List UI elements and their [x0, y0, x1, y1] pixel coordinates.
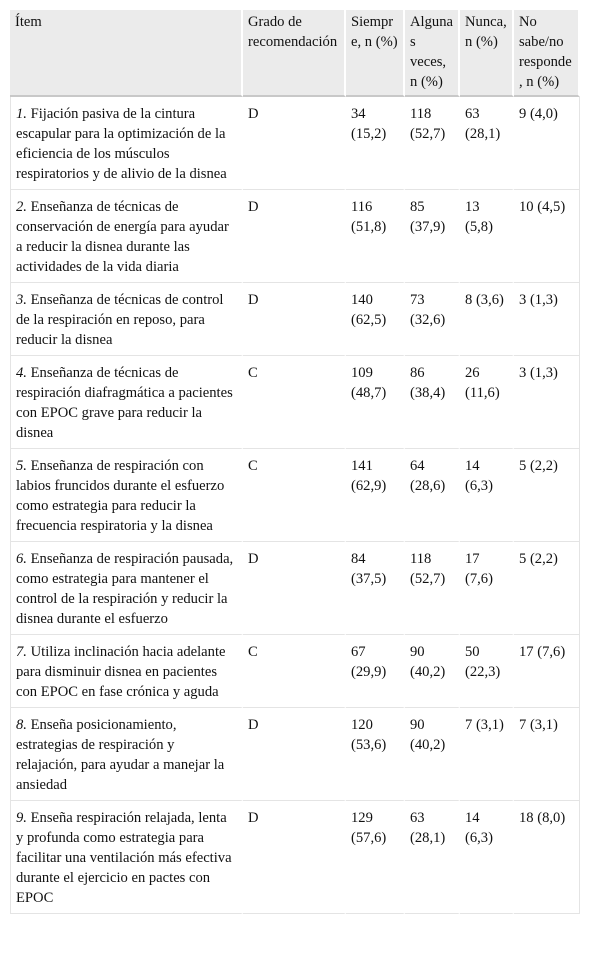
item-cell	[10, 190, 243, 283]
nunca-cell: 14 (6,3)	[460, 801, 514, 914]
item-cell	[10, 635, 243, 708]
item-cell	[10, 542, 243, 635]
header-no-sabe: No sabe/no responde, n (%)	[514, 10, 580, 97]
table-row	[10, 97, 580, 190]
no-sabe-cell: 7 (3,1)	[514, 708, 580, 801]
grade-cell: D	[243, 542, 346, 635]
header-grade: Grado de recomendación	[243, 10, 346, 97]
item-number: 3.	[16, 292, 27, 308]
item-number: 1.	[16, 106, 27, 122]
item-cell	[10, 449, 243, 542]
table-body	[10, 97, 580, 914]
siempre-cell: 140 (62,5)	[346, 283, 405, 356]
table-container	[10, 10, 580, 914]
no-sabe-cell: 5 (2,2)	[514, 542, 580, 635]
item-text: Enseñanza de técnicas de control de la respiración en reposo, para reducir la disnea	[16, 292, 224, 348]
grade-cell: D	[243, 708, 346, 801]
header-nunca: Nunca, n (%)	[460, 10, 514, 97]
table-row	[10, 635, 580, 708]
algunas-veces-cell: 118 (52,7)	[405, 542, 460, 635]
grade-cell: D	[243, 801, 346, 914]
item-text: Enseñanza de técnicas de conservación de energía para ayudar a reducir la disnea durante las actividades de la vida diaria	[16, 199, 229, 275]
header-siempre: Siempre, n (%)	[346, 10, 405, 97]
siempre-cell: 120 (53,6)	[346, 708, 405, 801]
nunca-cell: 14 (6,3)	[460, 449, 514, 542]
grade-cell: D	[243, 283, 346, 356]
item-number: 5.	[16, 458, 27, 474]
table-row	[10, 356, 580, 449]
table-header	[10, 10, 580, 97]
item-cell	[10, 97, 243, 190]
nunca-cell: 63 (28,1)	[460, 97, 514, 190]
algunas-veces-cell: 63 (28,1)	[405, 801, 460, 914]
algunas-veces-cell: 64 (28,6)	[405, 449, 460, 542]
item-number: 4.	[16, 365, 27, 381]
item-text: Enseña respiración relajada, lenta y profunda como estrategia para facilitar una ventilación más efectiva durante el ejercicio en pactes con EPOC	[16, 810, 232, 906]
table-row	[10, 708, 580, 801]
nunca-cell: 26 (11,6)	[460, 356, 514, 449]
header-algunas-veces: Algunas veces, n (%)	[405, 10, 460, 97]
siempre-cell: 141 (62,9)	[346, 449, 405, 542]
grade-cell: D	[243, 190, 346, 283]
no-sabe-cell: 5 (2,2)	[514, 449, 580, 542]
algunas-veces-cell: 90 (40,2)	[405, 708, 460, 801]
siempre-cell: 129 (57,6)	[346, 801, 405, 914]
no-sabe-cell: 9 (4,0)	[514, 97, 580, 190]
item-text: Enseñanza de respiración con labios fruncidos durante el esfuerzo como estrategia para reducir la frecuencia respiratoria y la disnea	[16, 458, 225, 534]
grade-cell: C	[243, 449, 346, 542]
no-sabe-cell: 3 (1,3)	[514, 356, 580, 449]
nunca-cell: 17 (7,6)	[460, 542, 514, 635]
nunca-cell: 50 (22,3)	[460, 635, 514, 708]
table-row	[10, 542, 580, 635]
no-sabe-cell: 17 (7,6)	[514, 635, 580, 708]
item-number: 7.	[16, 644, 27, 660]
algunas-veces-cell: 118 (52,7)	[405, 97, 460, 190]
table-row	[10, 801, 580, 914]
siempre-cell: 84 (37,5)	[346, 542, 405, 635]
recommendation-table	[10, 10, 580, 914]
item-number: 8.	[16, 717, 27, 733]
nunca-cell: 13 (5,8)	[460, 190, 514, 283]
table-row	[10, 283, 580, 356]
siempre-cell: 67 (29,9)	[346, 635, 405, 708]
algunas-veces-cell: 86 (38,4)	[405, 356, 460, 449]
item-number: 9.	[16, 810, 27, 826]
algunas-veces-cell: 73 (32,6)	[405, 283, 460, 356]
item-text: Fijación pasiva de la cintura escapular para la optimización de la eficiencia de los músculos respiratorios y de alivio de la disnea	[16, 106, 227, 182]
nunca-cell: 7 (3,1)	[460, 708, 514, 801]
table-row	[10, 449, 580, 542]
header-item: Ítem	[10, 10, 243, 97]
algunas-veces-cell: 85 (37,9)	[405, 190, 460, 283]
item-cell	[10, 283, 243, 356]
item-number: 2.	[16, 199, 27, 215]
item-text: Utiliza inclinación hacia adelante para disminuir disnea en pacientes con EPOC en fase crónica y aguda	[16, 644, 226, 700]
item-number: 6.	[16, 551, 27, 567]
siempre-cell: 34 (15,2)	[346, 97, 405, 190]
no-sabe-cell: 3 (1,3)	[514, 283, 580, 356]
header-row	[10, 10, 580, 97]
item-text: Enseñanza de respiración pausada, como estrategia para mantener el control de la respiración y reducir la disnea durante el esfuerzo	[16, 551, 234, 627]
no-sabe-cell: 18 (8,0)	[514, 801, 580, 914]
grade-cell: D	[243, 97, 346, 190]
grade-cell: C	[243, 635, 346, 708]
siempre-cell: 109 (48,7)	[346, 356, 405, 449]
item-cell	[10, 801, 243, 914]
algunas-veces-cell: 90 (40,2)	[405, 635, 460, 708]
table-row	[10, 190, 580, 283]
item-cell	[10, 708, 243, 801]
siempre-cell: 116 (51,8)	[346, 190, 405, 283]
item-text: Enseña posicionamiento, estrategias de respiración y relajación, para ayudar a manejar la ansiedad	[16, 717, 225, 793]
nunca-cell: 8 (3,6)	[460, 283, 514, 356]
item-cell	[10, 356, 243, 449]
item-text: Enseñanza de técnicas de respiración diafragmática a pacientes con EPOC grave para reducir la disnea	[16, 365, 233, 441]
no-sabe-cell: 10 (4,5)	[514, 190, 580, 283]
grade-cell: C	[243, 356, 346, 449]
